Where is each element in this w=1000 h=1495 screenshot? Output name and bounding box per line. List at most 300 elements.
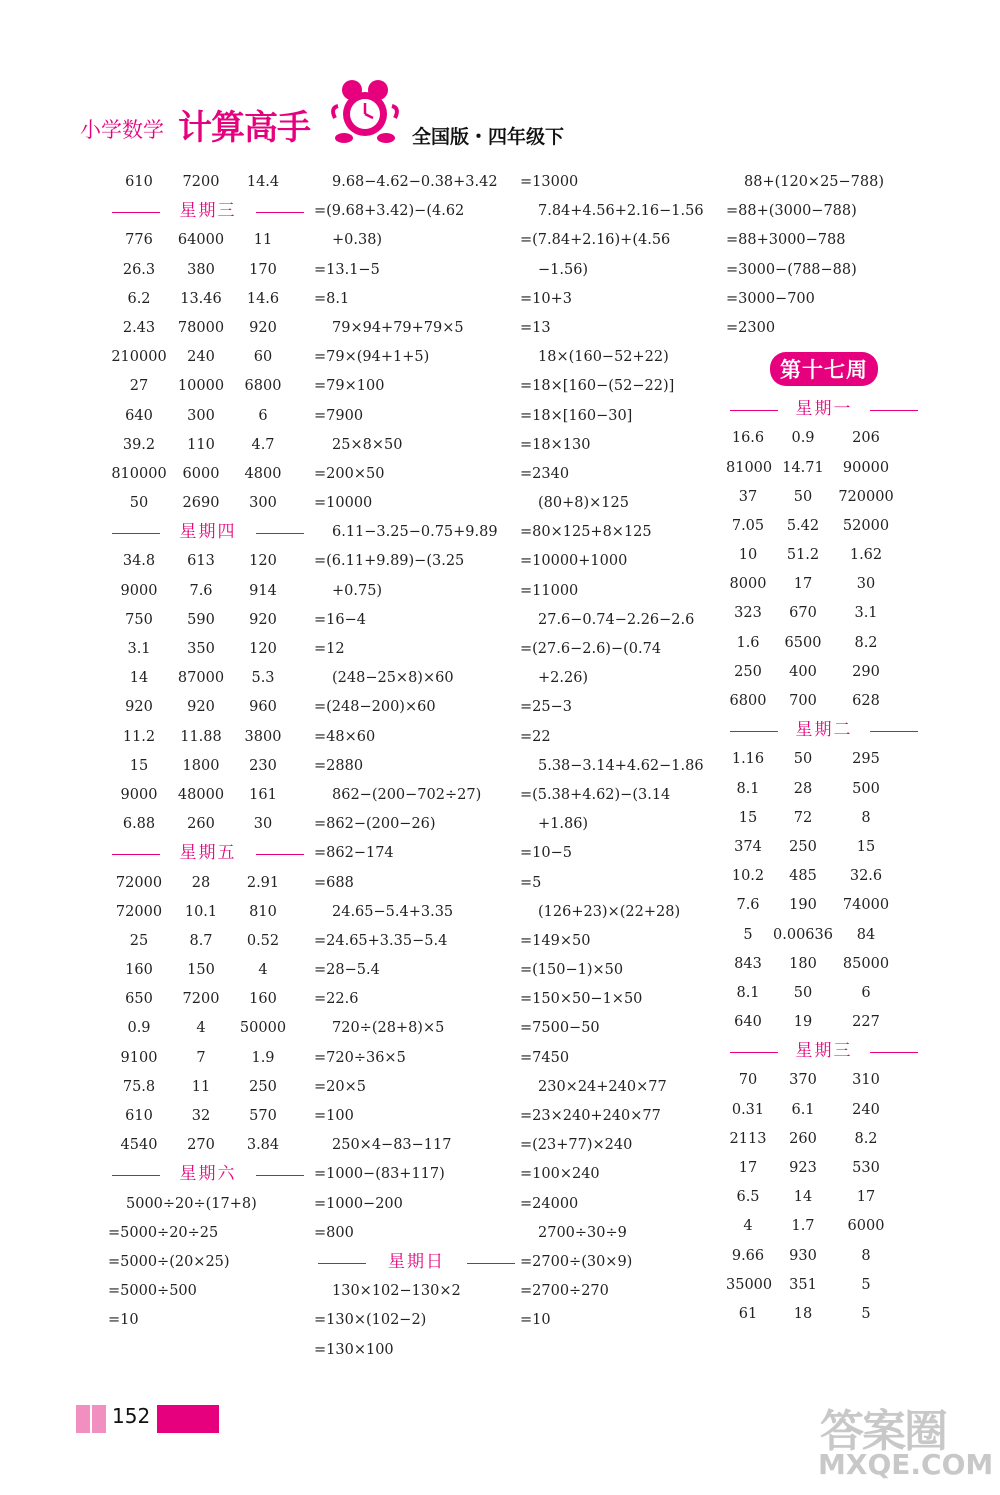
step-line: =13.1−5 <box>314 261 380 278</box>
expression-line: +0.75) <box>332 582 383 599</box>
weekday-heading: 星期三 <box>108 197 308 226</box>
answer-value: 6800 <box>729 693 767 709</box>
answer-row <box>108 693 308 722</box>
answer-value: 374 <box>734 838 762 855</box>
answer-value: 75.8 <box>122 1078 156 1095</box>
answer-value: 78000 <box>177 319 225 336</box>
answer-value: 70 <box>738 1072 758 1089</box>
expression-line: 27.6−0.74−2.26−2.6 <box>538 611 695 628</box>
answer-column-3 <box>520 168 725 1336</box>
step-line: =79×(94+1+5) <box>314 349 430 366</box>
answer-row <box>108 1044 308 1073</box>
weekday-heading: 星期三 <box>726 1037 922 1066</box>
week-badge <box>726 343 922 395</box>
step-line: =10 <box>520 1312 551 1329</box>
step-line: =(23+77)×240 <box>520 1137 633 1154</box>
answer-value: 150 <box>187 962 215 979</box>
answer-row <box>726 862 922 891</box>
answer-value: 16.6 <box>731 430 765 447</box>
answer-row <box>726 921 922 950</box>
answer-value: 6.88 <box>122 816 156 833</box>
step-line: =2880 <box>314 757 364 774</box>
answer-value: 1.62 <box>849 547 883 564</box>
expression-line: 862−(200−702÷27) <box>332 786 482 803</box>
answer-value: 8000 <box>729 576 767 593</box>
answer-value: 570 <box>249 1108 277 1124</box>
answer-value: 50000 <box>239 1020 287 1037</box>
expression-line: 24.65−5.4+3.35 <box>332 903 454 920</box>
answer-value: 85000 <box>842 955 890 972</box>
answer-value: 0.31 <box>731 1101 765 1118</box>
answer-value: 6500 <box>784 634 822 651</box>
expression-line: +2.26) <box>538 670 589 687</box>
answer-row <box>726 1212 922 1241</box>
answer-value: 34.8 <box>122 553 156 570</box>
step-line: =(7.84+2.16)+(4.56 <box>520 232 671 249</box>
answer-row <box>108 752 308 781</box>
answer-value: 0.52 <box>246 932 280 949</box>
answer-value: 160 <box>249 991 277 1008</box>
answer-value: 250 <box>789 838 817 855</box>
answer-value: 843 <box>734 955 762 972</box>
answer-value: 14.71 <box>782 459 824 476</box>
answer-value: 323 <box>734 605 762 622</box>
step-line: =7450 <box>520 1049 570 1066</box>
answer-row <box>726 745 922 774</box>
answer-value: 51.2 <box>786 547 820 564</box>
answer-row <box>726 454 922 483</box>
answer-value: 9100 <box>120 1049 158 1066</box>
weekday-heading: 星期五 <box>108 839 308 868</box>
answer-value: 206 <box>852 430 880 447</box>
expression-line: 250×4−83−117 <box>332 1137 452 1154</box>
mascot-icon <box>330 78 400 146</box>
answer-value: 50 <box>793 984 813 1001</box>
answer-row <box>108 168 308 197</box>
step-line: =(5.38+4.62)−(3.14 <box>520 786 671 803</box>
step-line: =3000−(788−88) <box>726 261 857 278</box>
answer-value: 1.6 <box>736 634 760 651</box>
step-line: =48×60 <box>314 728 376 745</box>
answer-value: 11 <box>253 232 273 249</box>
answer-value: 0.9 <box>791 430 815 447</box>
step-line: =80×125+8×125 <box>520 524 652 541</box>
answer-value: 72000 <box>115 874 163 891</box>
expression-line: (126+23)×(22+28) <box>538 903 681 920</box>
answer-value: 8 <box>861 809 871 826</box>
answer-value: 10.1 <box>184 903 218 920</box>
answer-value: 5 <box>861 1276 871 1293</box>
answer-value: 10000 <box>177 378 225 395</box>
answer-value: 1800 <box>182 757 220 774</box>
answer-value: 700 <box>789 693 817 709</box>
answer-value: 610 <box>125 1108 153 1124</box>
step-line: =862−(200−26) <box>314 816 436 833</box>
answer-value: 4 <box>258 962 268 979</box>
step-line: =88+(3000−788) <box>726 203 857 220</box>
step-line: =5000÷20÷25 <box>108 1224 219 1241</box>
step-line: =5000÷(20×25) <box>108 1253 230 1270</box>
answer-value: 1.9 <box>251 1049 275 1066</box>
answer-value: 400 <box>789 663 817 680</box>
answer-row <box>726 1154 922 1183</box>
answer-value: 640 <box>734 1014 762 1031</box>
answer-value: 300 <box>249 495 277 512</box>
answer-value: 7 <box>196 1049 206 1066</box>
answer-value: 250 <box>734 663 762 680</box>
answer-value: 160 <box>125 962 153 979</box>
answer-value: 7.05 <box>731 517 765 534</box>
answer-value: 190 <box>789 897 817 914</box>
answer-row <box>108 343 308 372</box>
step-line: =11000 <box>520 582 579 599</box>
step-line: =3000−700 <box>726 290 815 307</box>
answer-value: 61 <box>738 1305 758 1322</box>
answer-value: 500 <box>852 780 880 797</box>
step-line: =2340 <box>520 465 570 482</box>
footer-decor-bar <box>76 1405 90 1433</box>
watermark-url: MXQE.COM <box>818 1448 994 1481</box>
answer-value: 30 <box>856 576 876 593</box>
step-line: =200×50 <box>314 465 385 482</box>
answer-value: 6.5 <box>736 1189 760 1206</box>
answer-value: 10 <box>738 547 758 564</box>
answer-value: 3.1 <box>127 641 151 657</box>
answer-value: 6000 <box>182 465 220 482</box>
answer-row <box>726 1008 922 1037</box>
answer-value: 4 <box>743 1218 753 1235</box>
answer-value: 6800 <box>244 378 282 395</box>
answer-value: 923 <box>789 1160 817 1176</box>
step-line: =1000−(83+117) <box>314 1166 445 1183</box>
answer-value: 27 <box>129 378 149 395</box>
answer-row <box>108 547 308 576</box>
expression-line: 720÷(28+8)×5 <box>332 1020 445 1037</box>
watermark-logo: 答案圈 <box>820 1406 946 1457</box>
answer-value: 50 <box>129 495 149 512</box>
answer-row <box>726 483 922 512</box>
answer-value: 15 <box>738 809 758 826</box>
expression-line: +1.86) <box>538 816 589 833</box>
step-line: =20×5 <box>314 1078 366 1095</box>
step-line: =(150−1)×50 <box>520 962 624 979</box>
answer-value: 50 <box>793 488 813 505</box>
answer-value: 14.4 <box>246 174 280 190</box>
answer-row <box>108 1131 308 1160</box>
answer-row <box>108 577 308 606</box>
answer-value: 2.91 <box>246 874 280 891</box>
answer-value: 920 <box>249 611 277 628</box>
answer-value: 74000 <box>842 897 890 914</box>
step-line: =100 <box>314 1108 354 1124</box>
answer-row <box>108 810 308 839</box>
expression-line: 5.38−3.14+4.62−1.86 <box>538 757 704 774</box>
answer-value: 52000 <box>842 517 890 534</box>
answer-value: 35000 <box>726 1276 773 1293</box>
step-line: =18×[160−(52−22)] <box>520 378 675 395</box>
answer-column-1 <box>108 168 308 1336</box>
footer-decor-bar <box>157 1405 219 1433</box>
answer-value: 260 <box>187 816 215 833</box>
answer-value: 750 <box>125 611 153 628</box>
step-line: =79×100 <box>314 378 385 395</box>
answer-value: 920 <box>187 699 215 716</box>
answer-row <box>726 1096 922 1125</box>
answer-value: 7200 <box>182 991 220 1008</box>
answer-row <box>726 1066 922 1095</box>
answer-value: 590 <box>187 611 215 628</box>
expression-line: 5000÷20÷(17+8) <box>126 1195 257 1212</box>
answer-value: 11.88 <box>180 728 222 745</box>
answer-value: 240 <box>187 349 215 366</box>
expression-line: (248−25×8)×60 <box>332 670 454 687</box>
answer-value: 4.7 <box>251 436 275 453</box>
step-line: =800 <box>314 1224 354 1241</box>
step-line: =688 <box>314 874 354 891</box>
answer-value: 9000 <box>120 786 158 803</box>
answer-value: 84 <box>856 926 876 943</box>
step-line: =8.1 <box>314 290 350 307</box>
answer-row <box>108 927 308 956</box>
answer-value: 920 <box>125 699 153 716</box>
answer-value: 8.2 <box>854 1130 878 1147</box>
expression-line: 6.11−3.25−0.75+9.89 <box>332 524 498 541</box>
book-title-small: 小学数学 <box>80 118 164 142</box>
step-line: =28−5.4 <box>314 962 380 979</box>
answer-value: 350 <box>187 641 215 657</box>
answer-value: 110 <box>187 436 215 453</box>
answer-row <box>108 372 308 401</box>
step-line: =(6.11+9.89)−(3.25 <box>314 553 465 570</box>
step-line: =22 <box>520 728 551 745</box>
answer-value: 810 <box>249 903 277 920</box>
answer-value: 930 <box>789 1247 817 1264</box>
answer-value: 9.66 <box>731 1247 765 1264</box>
answer-value: 39.2 <box>122 436 156 453</box>
answer-value: 0.00636 <box>773 926 833 943</box>
answer-row <box>108 285 308 314</box>
weekday-heading: 星期六 <box>108 1160 308 1189</box>
answer-value: 8.1 <box>736 780 760 797</box>
expression-line: (80+8)×125 <box>538 495 629 512</box>
edition-label: 全国版・四年级下 <box>412 126 565 148</box>
answer-value: 6.2 <box>127 290 151 307</box>
answer-row <box>726 512 922 541</box>
step-line: =(27.6−2.6)−(0.74 <box>520 641 662 657</box>
expression-line: −1.56) <box>538 261 589 278</box>
weekday-heading: 星期二 <box>726 716 922 745</box>
step-line: =150×50−1×50 <box>520 991 643 1008</box>
answer-value: 351 <box>789 1276 817 1293</box>
answer-value: 4800 <box>244 465 282 482</box>
answer-row <box>726 1125 922 1154</box>
answer-value: 628 <box>852 693 880 709</box>
expression-line: 2700÷30÷9 <box>538 1224 627 1241</box>
answer-row <box>726 1183 922 1212</box>
answer-row <box>726 570 922 599</box>
answer-row <box>726 1300 922 1329</box>
answer-value: 180 <box>789 955 817 972</box>
answer-row <box>108 985 308 1014</box>
answer-row <box>726 1242 922 1271</box>
answer-value: 9000 <box>120 582 158 599</box>
answer-value: 170 <box>249 261 277 278</box>
answer-value: 7.6 <box>736 897 760 914</box>
answer-value: 720000 <box>838 488 894 505</box>
footer-decor-bar <box>92 1405 106 1433</box>
answer-value: 5.3 <box>251 670 275 687</box>
step-line: =7900 <box>314 407 364 424</box>
step-line: =10−5 <box>520 845 572 862</box>
step-line: =10 <box>108 1312 139 1329</box>
answer-row <box>108 898 308 927</box>
answer-value: 5.42 <box>786 517 820 534</box>
answer-value: 270 <box>187 1137 215 1154</box>
step-line: =149×50 <box>520 932 591 949</box>
step-line: =10000 <box>314 495 373 512</box>
answer-value: 640 <box>125 407 153 424</box>
answer-row <box>726 658 922 687</box>
step-line: =13 <box>520 319 551 336</box>
step-line: =2700÷270 <box>520 1283 609 1300</box>
answer-value: 161 <box>249 786 277 803</box>
step-line: =23×240+240×77 <box>520 1108 661 1124</box>
expression-line: 79×94+79+79×5 <box>332 319 464 336</box>
answer-value: 120 <box>249 641 277 657</box>
answer-value: 3800 <box>244 728 282 745</box>
answer-value: 28 <box>793 780 813 797</box>
step-line: =862−174 <box>314 845 394 862</box>
page-number: 152 <box>112 1404 151 1428</box>
answer-value: 260 <box>789 1130 817 1147</box>
answer-value: 7.6 <box>189 582 213 599</box>
answer-value: 3.84 <box>246 1137 280 1154</box>
answer-row <box>108 781 308 810</box>
answer-value: 48000 <box>177 786 225 803</box>
answer-value: 4540 <box>120 1137 158 1154</box>
step-line: =10+3 <box>520 290 572 307</box>
answer-row <box>108 460 308 489</box>
step-line: =2700÷(30×9) <box>520 1253 633 1270</box>
answer-value: 26.3 <box>122 261 156 278</box>
answer-row <box>108 606 308 635</box>
answer-value: 960 <box>249 699 277 716</box>
answer-row <box>108 1014 308 1043</box>
step-line: =100×240 <box>520 1166 600 1183</box>
answer-row <box>726 979 922 1008</box>
step-line: =5000÷500 <box>108 1283 197 1300</box>
answer-value: 610 <box>125 174 153 190</box>
answer-value: 30 <box>253 816 273 833</box>
answer-row <box>108 723 308 752</box>
step-line: =2300 <box>726 319 776 336</box>
answer-value: 72 <box>793 809 813 826</box>
answer-value: 17 <box>856 1189 876 1206</box>
answer-value: 776 <box>125 232 153 249</box>
answer-value: 295 <box>852 751 880 768</box>
expression-line: 25×8×50 <box>332 436 403 453</box>
step-line: =24000 <box>520 1195 579 1212</box>
step-line: =88+3000−788 <box>726 232 846 249</box>
expression-line: 7.84+4.56+2.16−1.56 <box>538 203 704 220</box>
step-line: =1000−200 <box>314 1195 403 1212</box>
answer-value: 32 <box>191 1108 211 1124</box>
answer-value: 810000 <box>111 465 167 482</box>
answer-value: 19 <box>793 1014 813 1031</box>
expression-line: 88+(120×25−788) <box>744 174 885 190</box>
answer-value: 227 <box>852 1014 880 1031</box>
answer-row <box>726 950 922 979</box>
step-line: =16−4 <box>314 611 366 628</box>
answer-value: 2113 <box>729 1130 767 1147</box>
answer-value: 310 <box>852 1072 880 1089</box>
expression-line: +0.38) <box>332 232 383 249</box>
answer-value: 32.6 <box>849 868 883 885</box>
answer-row <box>108 1073 308 1102</box>
answer-value: 230 <box>249 757 277 774</box>
answer-value: 370 <box>789 1072 817 1089</box>
answer-row <box>726 629 922 658</box>
answer-value: 81000 <box>726 459 773 476</box>
step-line: =(9.68+3.42)−(4.62 <box>314 203 465 220</box>
answer-row <box>108 1102 308 1131</box>
answer-value: 50 <box>793 751 813 768</box>
expression-line: 130×102−130×2 <box>332 1283 461 1300</box>
answer-row <box>726 833 922 862</box>
answer-value: 300 <box>187 407 215 424</box>
answer-value: 650 <box>125 991 153 1008</box>
expression-line: 230×24+240×77 <box>538 1078 667 1095</box>
answer-row <box>108 489 308 518</box>
answer-value: 64000 <box>177 232 225 249</box>
answer-value: 13.46 <box>180 290 222 307</box>
answer-row <box>726 891 922 920</box>
step-line: =5 <box>520 874 542 891</box>
answer-value: 920 <box>249 319 277 336</box>
answer-value: 4 <box>196 1020 206 1037</box>
answer-value: 530 <box>852 1160 880 1176</box>
answer-value: 8.7 <box>189 932 213 949</box>
answer-value: 1.16 <box>731 751 765 768</box>
answer-value: 5 <box>743 926 753 943</box>
answer-value: 6 <box>861 984 871 1001</box>
answer-value: 0.9 <box>127 1020 151 1037</box>
answer-value: 914 <box>249 582 277 599</box>
answer-value: 380 <box>187 261 215 278</box>
step-line: =22.6 <box>314 991 359 1008</box>
answer-value: 1.7 <box>791 1218 815 1235</box>
answer-value: 25 <box>129 932 149 949</box>
step-line: =12 <box>314 641 345 657</box>
answer-value: 485 <box>789 868 817 885</box>
answer-value: 290 <box>852 663 880 680</box>
step-line: =(248−200)×60 <box>314 699 436 716</box>
weekday-heading: 星期日 <box>314 1248 519 1277</box>
answer-row <box>726 424 922 453</box>
answer-value: 14.6 <box>246 290 280 307</box>
answer-value: 8.2 <box>854 634 878 651</box>
answer-value: 210000 <box>111 349 167 366</box>
answer-value: 613 <box>187 553 215 570</box>
step-line: =130×(102−2) <box>314 1312 427 1329</box>
answer-row <box>726 1271 922 1300</box>
answer-value: 670 <box>789 605 817 622</box>
weekday-heading: 星期四 <box>108 518 308 547</box>
step-line: =7500−50 <box>520 1020 600 1037</box>
step-line: =24.65+3.35−5.4 <box>314 932 448 949</box>
answer-value: 8.1 <box>736 984 760 1001</box>
answer-value: 8 <box>861 1247 871 1264</box>
